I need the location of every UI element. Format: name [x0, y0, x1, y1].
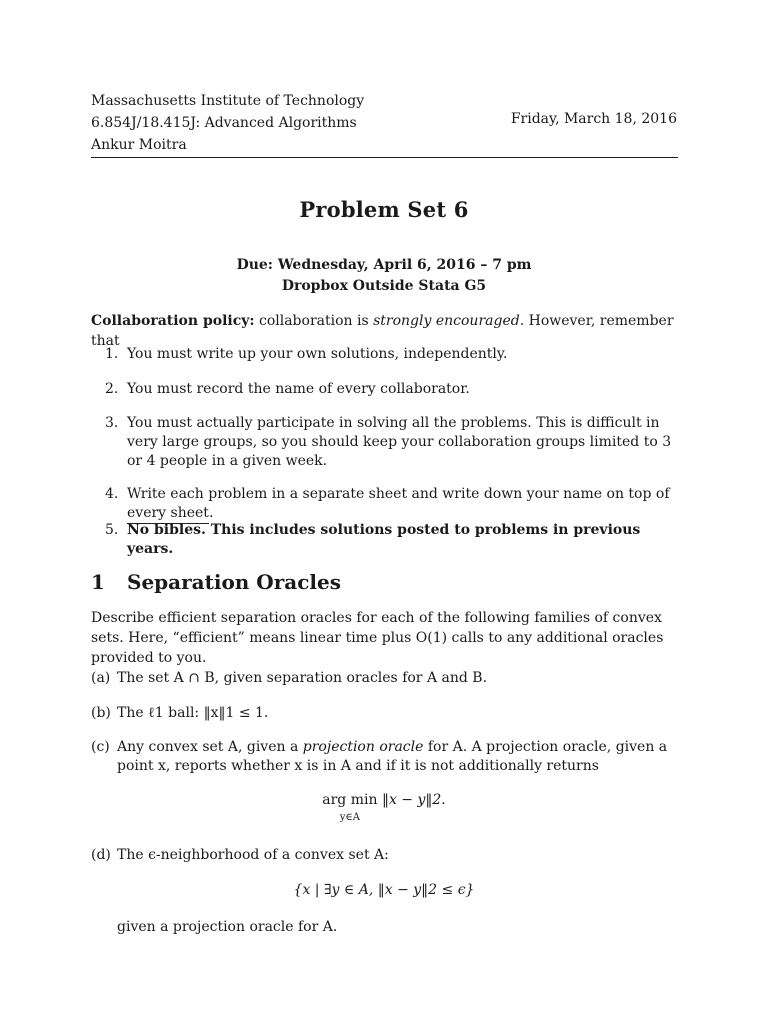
- problem-label: (b): [91, 705, 111, 721]
- collaboration-text-before: collaboration is: [258, 313, 369, 329]
- section-heading: [91, 570, 341, 594]
- collaboration-text-after: . However, remember that: [91, 313, 674, 349]
- due-info: [0, 255, 768, 297]
- list-text: You must actually participate in solving all the problems. This is difficult in very large groups, so you should keep your collaboration groups limited to 3 or 4 people in a given week.: [127, 415, 672, 469]
- course-name: 6.854J/18.415J: Advanced Algorithms: [91, 115, 357, 131]
- problem-text: [117, 738, 679, 776]
- due-date: Due: Wednesday, April 6, 2016 – 7 pm: [236, 257, 532, 273]
- collaboration-label: Collaboration policy:: [91, 313, 255, 329]
- page-title: Problem Set 6: [299, 197, 469, 222]
- header-date: Friday, March 18, 2016: [510, 111, 677, 127]
- problem-text-after: given a projection oracle for A.: [117, 919, 338, 935]
- neighborhood-equation: {x | ∃y ∈ A, ‖x − y‖2 ≤ ϵ}: [293, 882, 475, 898]
- list-text: No bibles. This includes solutions posted to problems in previous years.: [127, 522, 641, 557]
- list-text: [127, 485, 681, 523]
- institution: Massachusetts Institute of Technology: [91, 93, 365, 109]
- argmin-body: ‖x − y‖2.: [381, 792, 446, 808]
- list-number: 3.: [105, 415, 119, 431]
- header-left: [91, 90, 364, 156]
- list-number: 4.: [105, 486, 119, 502]
- collaboration-emphasis: strongly encouraged: [373, 313, 520, 329]
- list-text: You must record the name of every collaborator.: [127, 381, 470, 397]
- list-number: 2.: [105, 381, 119, 397]
- list-number: 5.: [105, 522, 119, 538]
- underlined-text: every sheet: [127, 505, 209, 524]
- header-rule: [91, 157, 678, 158]
- argmin-equation: [0, 792, 768, 826]
- problem-text-before: Any convex set A, given a: [117, 739, 299, 755]
- list-text-before: Write each problem in a separate sheet and write down your name on top of: [127, 486, 670, 502]
- argmin-operator: [322, 792, 377, 826]
- argmin-op: arg min: [322, 792, 378, 808]
- list-text: You must write up your own solutions, independently.: [127, 346, 508, 362]
- list-number: 1.: [105, 346, 119, 362]
- problem-label: (d): [91, 847, 111, 863]
- argmin-subscript: y∈A: [339, 812, 360, 823]
- problem-emphasis: projection oracle: [302, 739, 424, 755]
- instructor: Ankur Moitra: [91, 137, 187, 153]
- problem-text: The set A ∩ B, given separation oracles for A and B.: [117, 670, 488, 686]
- list-text-after: .: [208, 505, 214, 521]
- problem-text: The ϵ-neighborhood of a convex set A:: [117, 847, 389, 863]
- problem-text-after: for A. A projection oracle, given a point x, reports whether x is in A and if it is not additionally returns: [117, 739, 668, 774]
- due-location: Dropbox Outside Stata G5: [281, 278, 487, 294]
- section-title: Separation Oracles: [127, 570, 341, 594]
- problem-label: (a): [91, 670, 111, 686]
- section-intro: Describe efficient separation oracles for each of the following families of convex sets. Here, “efficient” means linear time plus O(1) calls to any additional oracles provided to you.: [91, 610, 664, 666]
- problem-label: (c): [91, 739, 110, 755]
- problem-text: The ℓ1 ball: ‖x‖1 ≤ 1.: [117, 705, 269, 721]
- section-number: 1: [91, 570, 105, 594]
